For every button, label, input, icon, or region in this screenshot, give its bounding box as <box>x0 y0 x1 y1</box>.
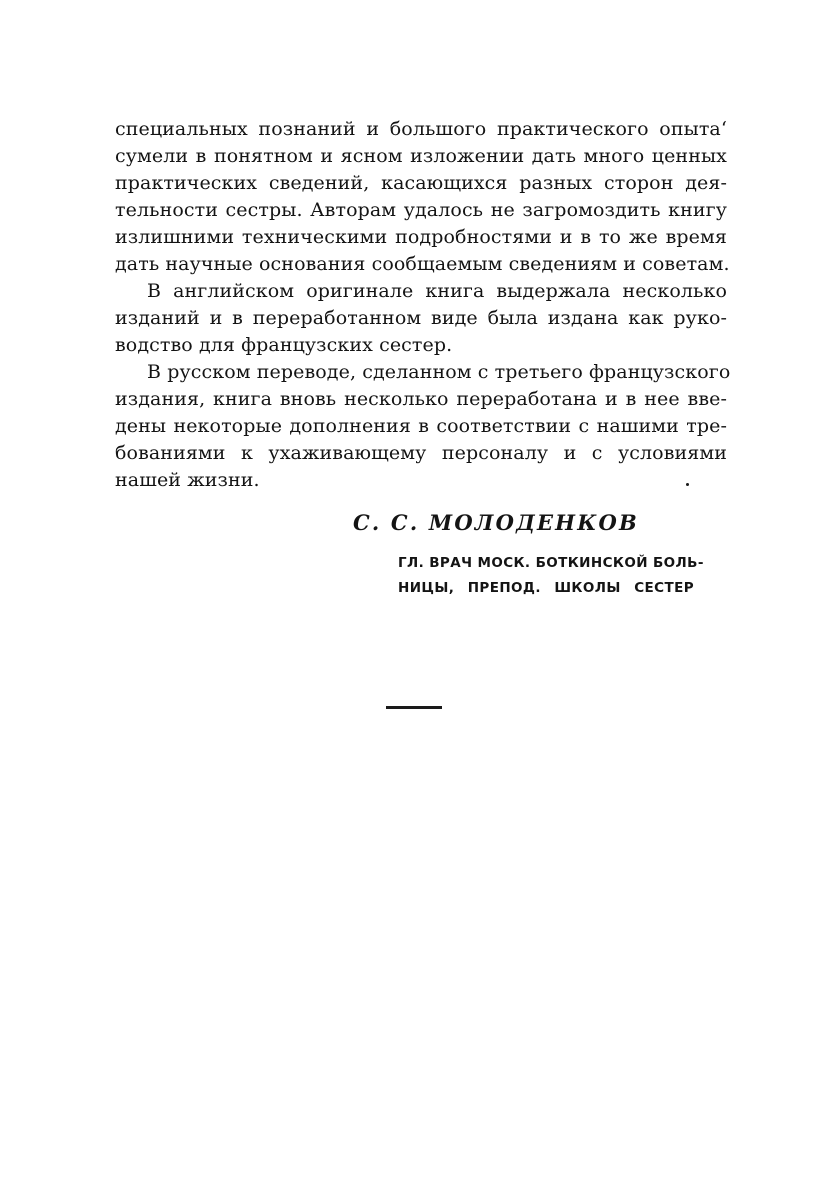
print-speck <box>686 483 689 486</box>
text-line: нашей жизни. <box>115 469 260 491</box>
body-text <box>115 116 731 494</box>
text-line: дены некоторые дополнения в соответствии с нашими тре- <box>115 415 727 437</box>
text-line: тельности сестры. Авторам удалось не загромоздить книгу <box>115 199 727 221</box>
text-line: практических сведений, касающихся разных сторон дея- <box>115 172 727 194</box>
text-line: В английском оригинале книга выдержала несколько <box>147 280 727 302</box>
text-line: В русском переводе, сделанном с третьего французского <box>147 361 731 383</box>
section-divider <box>386 706 442 709</box>
text-line: специальных познаний и большого практического опыта‘ <box>115 118 727 140</box>
text-line: издания, книга вновь несколько переработана и в нее вве- <box>115 388 727 410</box>
text-line: сумели в понятном и ясном изложении дать много ценных <box>115 145 727 167</box>
text-line: водство для французских сестер. <box>115 334 453 356</box>
text-line: бованиями к ухаживающему персоналу и с условиями <box>115 442 727 464</box>
text-line: излишними техническими подробностями и в то же время <box>115 226 727 248</box>
text-line: изданий и в переработанном виде была издана как руко- <box>115 307 727 329</box>
affiliation-line: ГЛ. ВРАЧ МОСК. БОТКИНСКОЙ БОЛЬ- <box>398 555 704 571</box>
affiliation-line: НИЦЫ, ПРЕПОД. ШКОЛЫ СЕСТЕР <box>398 580 694 596</box>
author-affiliation <box>398 551 704 601</box>
author-signature: С. С. МОЛОДЕНКОВ <box>353 510 639 535</box>
text-line: дать научные основания сообщаемым сведениям и советам. <box>115 253 730 275</box>
